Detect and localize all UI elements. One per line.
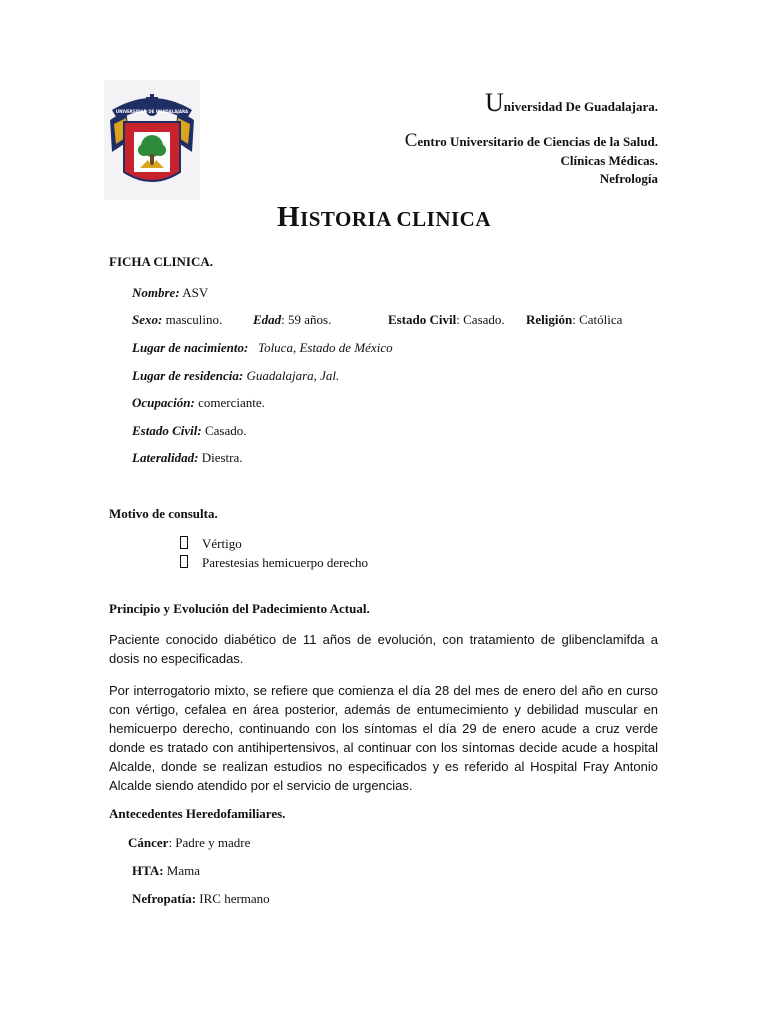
field-sexo: Sexo: masculino. <box>132 312 223 327</box>
document-title: HISTORIA CLINICA <box>277 201 491 233</box>
field-nefropatia: Nefropatía: IRC hermano <box>132 891 270 906</box>
field-lugar-nacimiento: Lugar de nacimiento: Toluca, Estado de México <box>132 340 393 355</box>
checkbox-square-icon <box>180 536 188 549</box>
padecimiento-heading: Principio y Evolución del Padecimiento Actual. <box>109 601 370 616</box>
department-name: Clínicas Médicas. <box>560 153 658 168</box>
list-item: Vértigo <box>180 536 242 552</box>
field-lateralidad: Lateralidad: Diestra. <box>132 450 243 465</box>
university-name: Universidad De Guadalajara. <box>485 88 658 117</box>
field-estado-civil-inline: Estado Civil: Casado. <box>388 312 505 327</box>
paragraph-evolucion: Por interrogatorio mixto, se refiere que comienza el día 28 del mes de enero del año en curso con vértigo, cefalea en área posterior, además de entumecimiento y debilidad muscular en hemicuerpo derecho, continuando con los síntomas el día 29 de enero acude a cruz verde donde es tratado con antihipertensivos, al continuar con los síntomas decide acude a hospital Alcalde, donde se realizan estudios no especificados y es referido al Hospital Fray Antonio Alcalde siendo atendido por el servicio de urgencias. <box>109 683 658 793</box>
university-seal-logo <box>104 80 200 200</box>
field-ocupacion: Ocupación: comerciante. <box>132 395 265 410</box>
specialty-name: Nefrología <box>599 171 658 186</box>
ficha-heading: FICHA CLINICA. <box>109 254 214 269</box>
field-hta: HTA: Mama <box>132 863 201 878</box>
field-cancer: Cáncer: Padre y madre <box>128 835 251 850</box>
field-nombre: Nombre: ASV <box>132 285 209 300</box>
center-name: Centro Universitario de Ciencias de la Salud. <box>404 130 658 151</box>
field-estado-civil: Estado Civil: Casado. <box>132 423 247 438</box>
list-item: Parestesias hemicuerpo derecho <box>180 555 368 571</box>
seal-text: UNIVERSIDAD DE GUADALAJARA <box>115 109 189 114</box>
field-edad: Edad: 59 años. <box>253 312 332 327</box>
paragraph-antecedente: Paciente conocido diabético de 11 años de evolución, con tratamiento de glibenclamifda a dosis no especificadas. <box>109 632 658 666</box>
field-lugar-residencia: Lugar de residencia: Guadalajara, Jal. <box>132 368 340 383</box>
heredo-heading: Antecedentes Heredofamiliares. <box>109 806 286 821</box>
field-religion: Religión: Católica <box>526 312 623 327</box>
motivo-heading: Motivo de consulta. <box>109 506 218 521</box>
checkbox-square-icon <box>180 555 188 568</box>
